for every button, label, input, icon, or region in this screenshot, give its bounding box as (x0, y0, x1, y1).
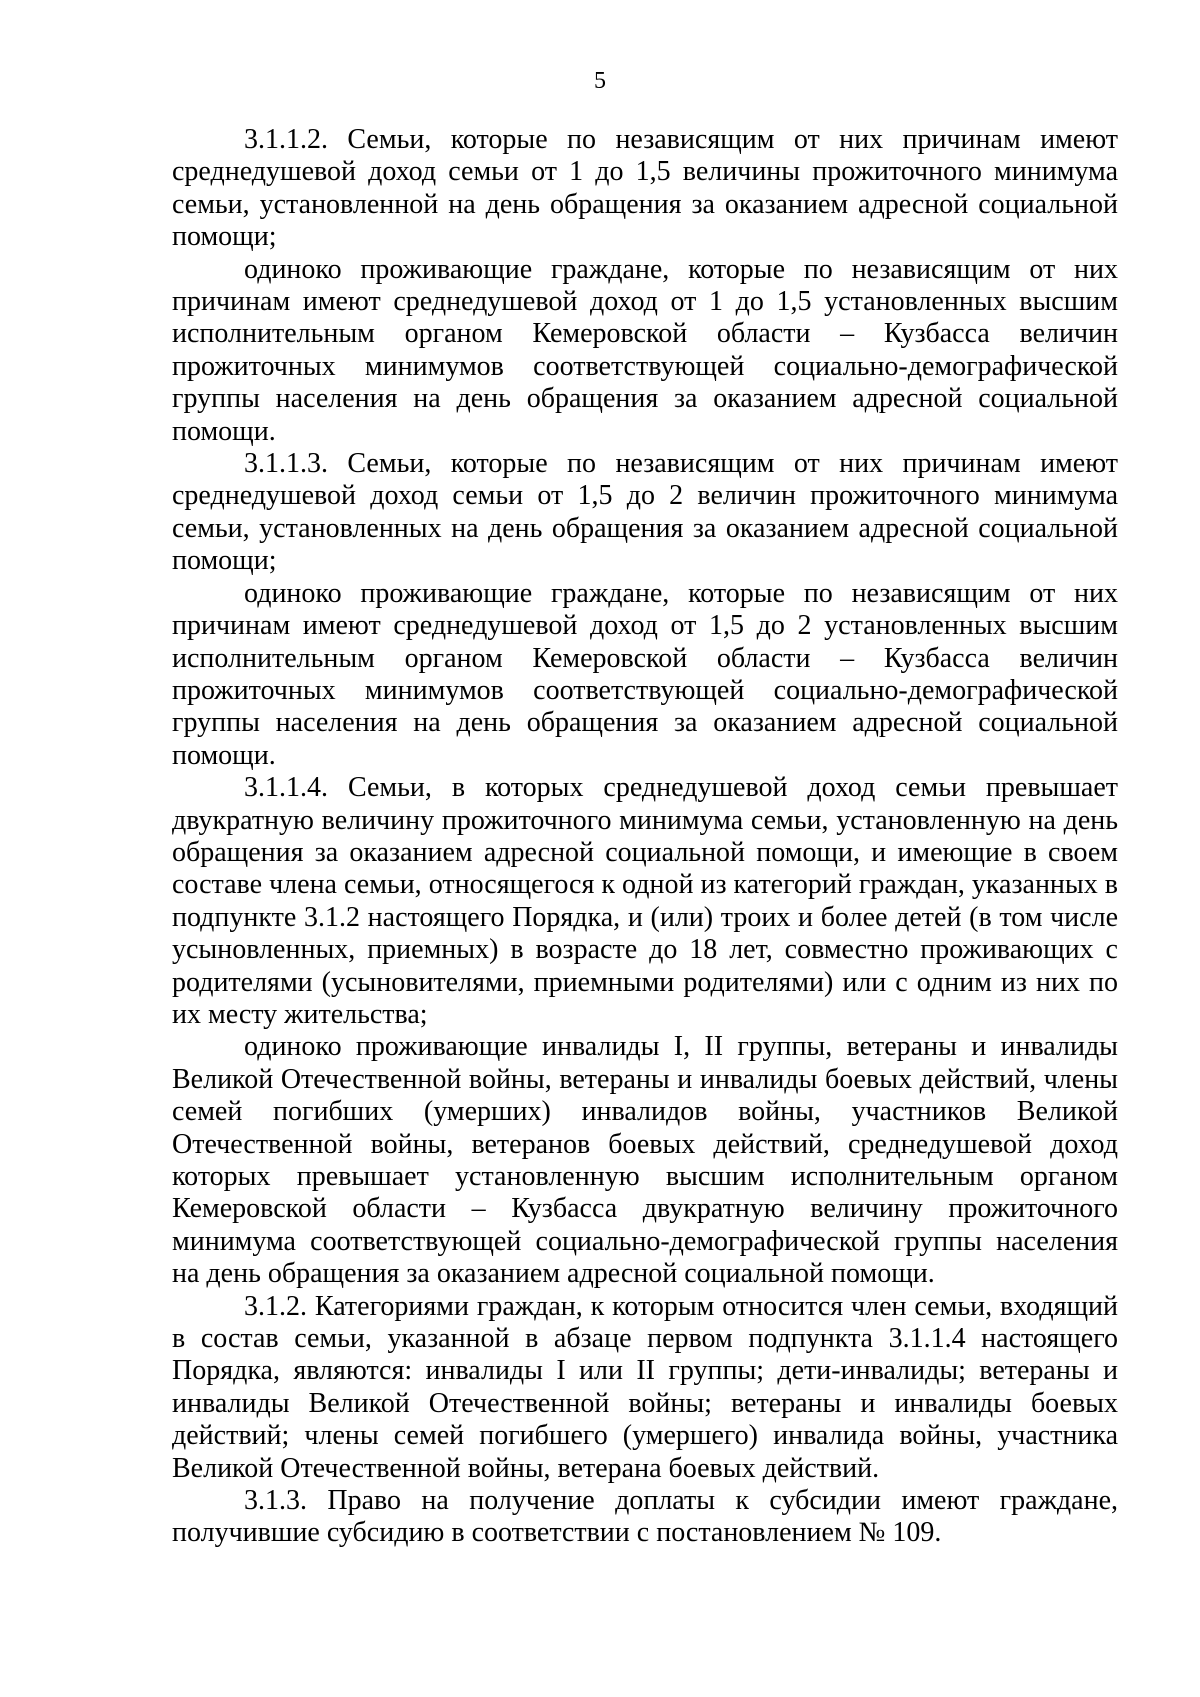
page-number: 5 (594, 68, 606, 94)
paragraph-single-citizens-1: одиноко проживающие граждане, которые по независящим от них причинам имеют среднедушевой доход от 1 до 1,5 установленных высшим исполнительным органом Кемеровской области – Кузбасса величин прожиточных минимумов соответствующей социально-демографической группы населения на день обращения за оказанием адресной социальной помощи. (172, 253, 1118, 447)
paragraph-3-1-1-3: 3.1.1.3. Семьи, которые по независящим от них причинам имеют среднедушевой доход семьи от 1,5 до 2 величин прожиточного минимума семьи, установленных на день обращения за оказанием адресной социальной помощи; (172, 448, 1118, 577)
paragraph-3-1-3: 3.1.3. Право на получение доплаты к субсидии имеют граждане, получившие субсидию в соответствии с постановлением № 109. (172, 1485, 1118, 1549)
document-body (172, 124, 1118, 1550)
paragraph-3-1-1-2: 3.1.1.2. Семьи, которые по независящим от них причинам имеют среднедушевой доход семьи от 1 до 1,5 величины прожиточного минимума семьи, установленной на день обращения за оказанием адресной социальной помощи; (172, 124, 1118, 253)
paragraph-3-1-2: 3.1.2. Категориями граждан, к которым относится член семьи, входящий в состав семьи, указанной в абзаце первом подпункта 3.1.1.4 настоящего Порядка, являются: инвалиды I или II группы; дети-инвалиды; ветераны и инвалиды Великой Отечественной войны; ветераны и инвалиды боевых действий; члены семей погибшего (умершего) инвалида войны, участника Великой Отечественной войны, ветерана боевых действий. (172, 1290, 1118, 1484)
paragraph-single-invalids: одиноко проживающие инвалиды I, II группы, ветераны и инвалиды Великой Отечественной войны, ветераны и инвалиды боевых действий, члены семей погибших (умерших) инвалидов войны, участников Великой Отечественной войны, ветеранов боевых действий, среднедушевой доход которых превышает установленную высшим исполнительным органом Кемеровской области – Кузбасса двукратную величину прожиточного минимума соответствующей социально-демографической группы населения на день обращения за оказанием адресной социальной помощи. (172, 1031, 1118, 1290)
paragraph-3-1-1-4: 3.1.1.4. Семьи, в которых среднедушевой доход семьи превышает двукратную величину прожиточного минимума семьи, установленную на день обращения за оказанием адресной социальной помощи, и имеющие в своем составе члена семьи, относящегося к одной из категорий граждан, указанных в подпункте 3.1.2 настоящего Порядка, и (или) троих и более детей (в том числе усыновленных, приемных) в возрасте до 18 лет, совместно проживающих с родителями (усыновителями, приемными родителями) или с одним из них по их месту жительства; (172, 772, 1118, 1030)
paragraph-single-citizens-2: одиноко проживающие граждане, которые по независящим от них причинам имеют среднедушевой доход от 1,5 до 2 установленных высшим исполнительным органом Кемеровской области – Кузбасса величин прожиточных минимумов соответствующей социально-демографической группы населения на день обращения за оказанием адресной социальной помощи. (172, 577, 1118, 771)
